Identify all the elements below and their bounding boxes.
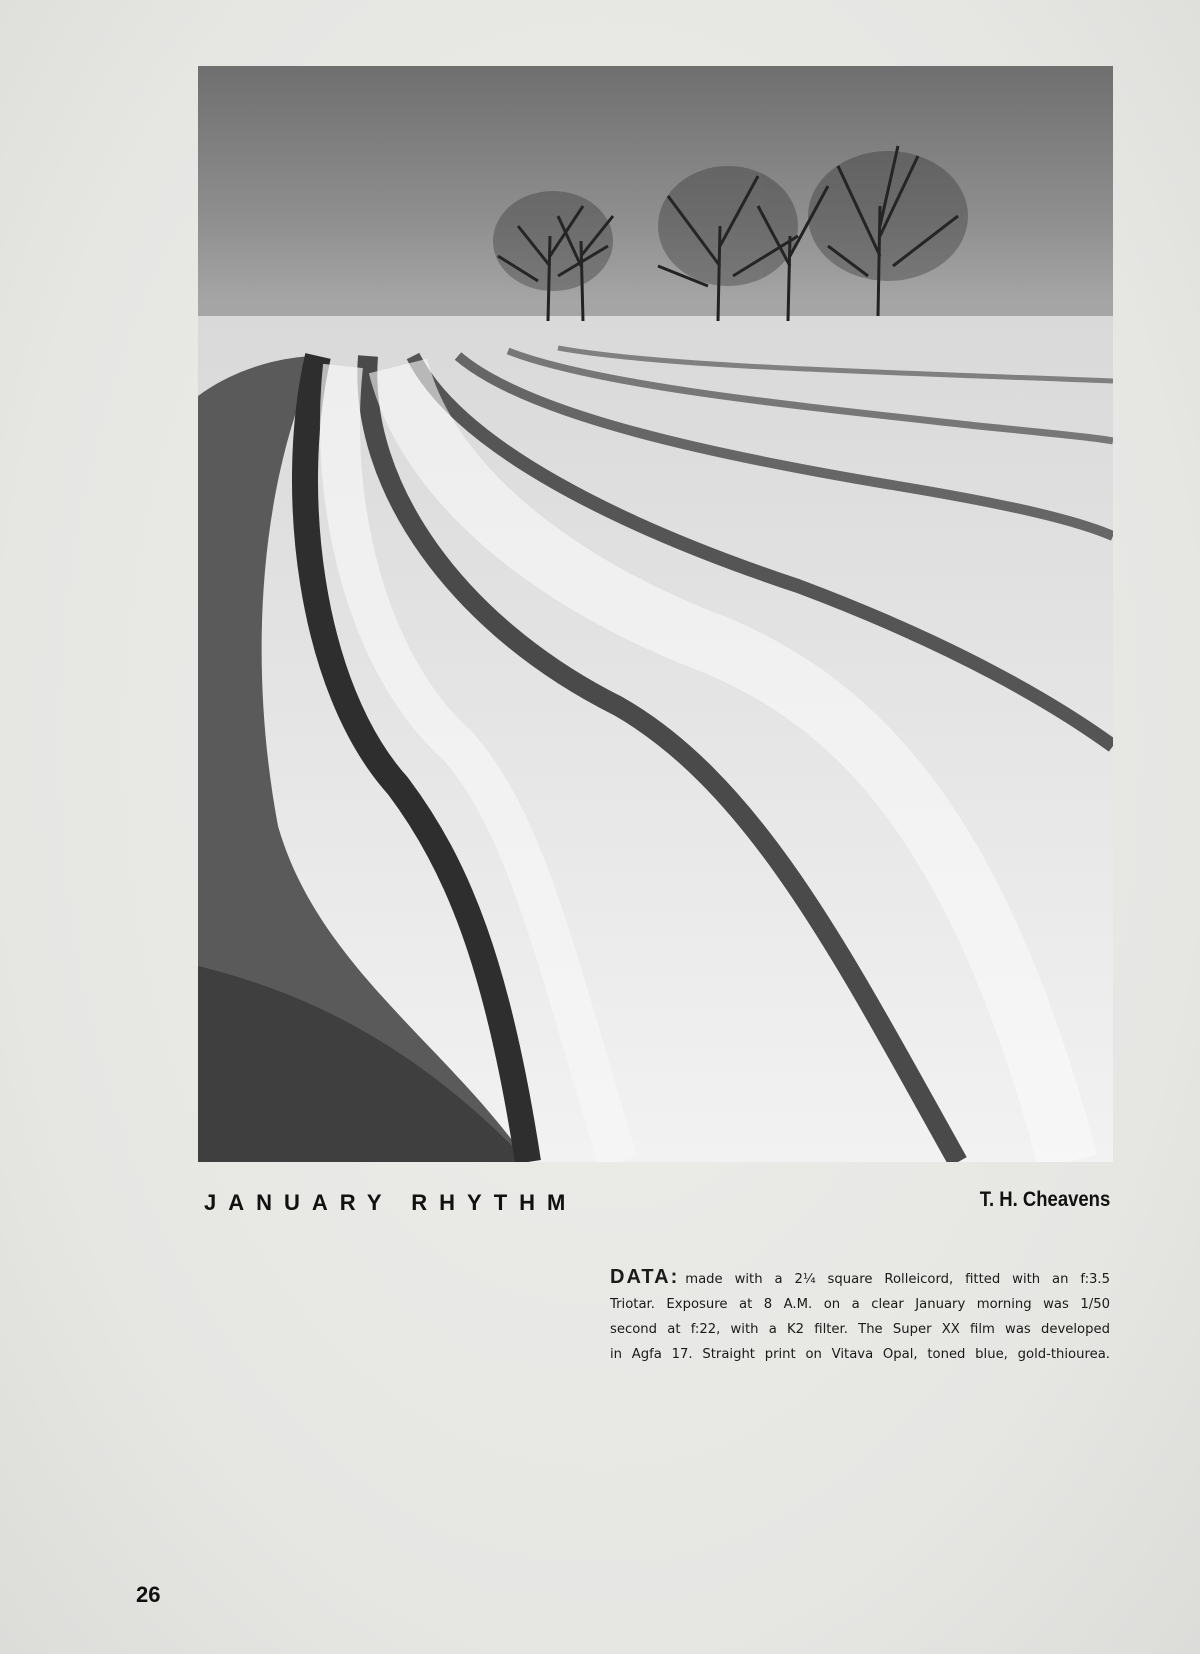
technical-data-note xyxy=(610,1265,1110,1367)
data-label: DATA: xyxy=(610,1266,680,1288)
data-text-line-2: Triotar. Exposure at 8 A.M. on a clear January morning was 1/50 xyxy=(610,1297,1110,1312)
page-number: 26 xyxy=(136,1582,161,1607)
data-text-line-4: in Agfa 17. Straight print on Vitava Opal, toned blue, gold-thiourea. xyxy=(610,1347,1110,1362)
data-text-line-3: second at f:22, with a K2 filter. The Super XX film was developed xyxy=(610,1322,1110,1337)
data-line-1 xyxy=(610,1265,1110,1292)
data-text-line-1: made with a 2¼ square Rolleicord, fitted with an f:3.5 xyxy=(685,1272,1110,1287)
photographer-credit: T. H. Cheavens xyxy=(979,1188,1110,1211)
photo-title: JANUARY RHYTHM xyxy=(204,1190,578,1215)
photograph-january-rhythm xyxy=(198,66,1113,1162)
snow-field-photo-icon xyxy=(198,66,1113,1162)
